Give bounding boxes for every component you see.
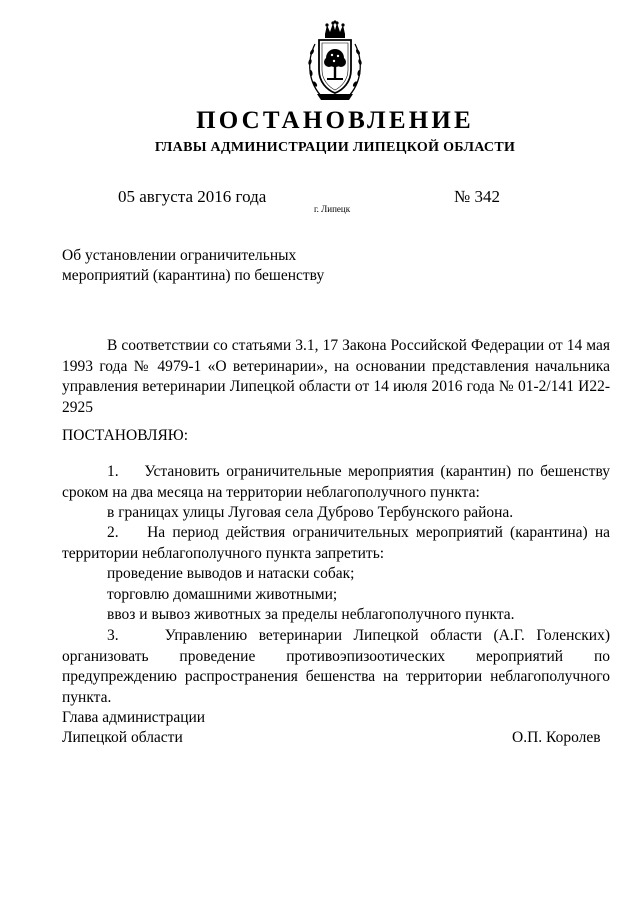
- document-number: № 342: [454, 187, 500, 206]
- coat-of-arms-icon: [303, 20, 367, 104]
- item-2-paragraph: 2. На период действия ограничительных мероприятий (карантина) на территории неблагополучного пункта запретить:: [62, 524, 610, 562]
- document-place: г. Липецк: [314, 204, 351, 214]
- document-title: Об установлении ограничительных мероприятий (карантина) по бешенству: [62, 247, 325, 284]
- item-1-paragraph: 1. Установить ограничительные мероприятия (карантин) по бешенству сроком на два месяца на территории неблагополучного пункта:: [62, 463, 610, 501]
- item-1-subline: в границах улицы Луговая села Дуброво Тербунского района.: [107, 504, 514, 521]
- item-2-prohibition-3: ввоз и вывоз животных за пределы неблагополучного пункта.: [107, 606, 515, 623]
- signatory-position-line-2: Липецкой области: [62, 729, 183, 746]
- issuer-heading: ГЛАВЫ АДМИНИСТРАЦИИ ЛИПЕЦКОЙ ОБЛАСТИ: [154, 140, 516, 155]
- document-date: 05 августа 2016 года: [118, 187, 267, 206]
- document-type-heading: ПОСТАНОВЛЕНИЕ: [196, 107, 474, 134]
- item-3-paragraph: 3. Управлению ветеринарии Липецкой области (А.Г. Голенских) организовать проведение противоэпизоотических мероприятий по предупреждению распространения бешенства на территории неблагополучного пункта.: [62, 627, 610, 706]
- signatory-name: О.П. Королев: [512, 729, 601, 746]
- item-2-prohibition-2: торговлю домашними животными;: [107, 586, 338, 603]
- item-2-prohibition-1: проведение выводов и натаски собак;: [107, 565, 355, 582]
- decree-word: ПОСТАНОВЛЯЮ:: [62, 427, 189, 444]
- signatory-position-line-1: Глава администрации: [62, 709, 206, 726]
- preamble-paragraph: В соответствии со статьями 3.1, 17 Закона Российской Федерации от 14 мая 1993 года № 4979-1 «О ветеринарии», на основании представления начальника управления ветеринарии Липецкой области от 14 июля 2016 года № 01-2/141 И22-2925: [62, 337, 610, 416]
